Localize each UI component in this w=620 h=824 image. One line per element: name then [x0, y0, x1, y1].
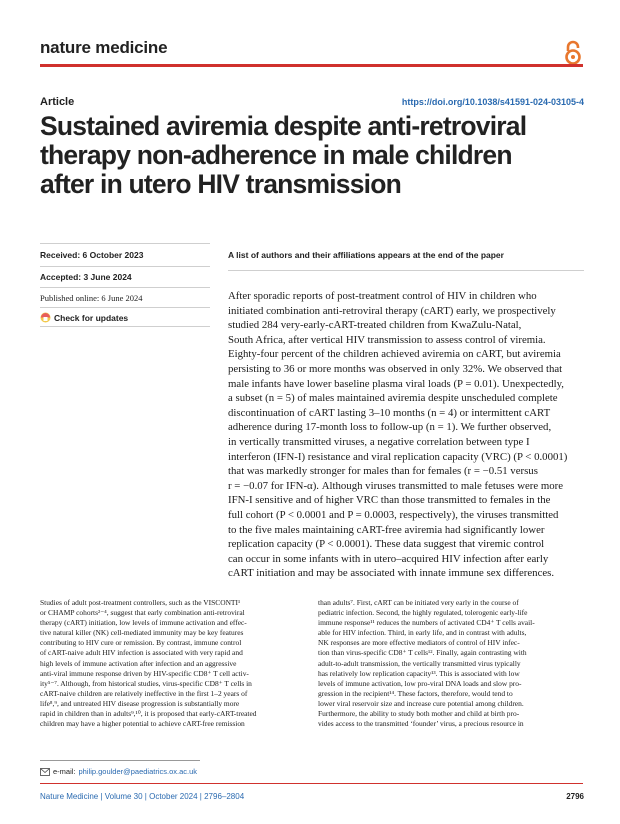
- abstract-line: Eighty-four percent of the children achieved aviremia on cART, but aviremia: [228, 348, 561, 361]
- abstract-line: a subset (n = 5) of males maintained aviremia despite unscheduled complete: [228, 392, 558, 405]
- body-line: has relatively low replication capacity¹³. This is associated with low: [318, 668, 520, 678]
- body-line: tion than virus-specific CD8⁺ T cells¹². Finally, again contrasting with: [318, 648, 527, 658]
- body-column-right: [318, 598, 588, 729]
- body-line: immune response¹¹ reduces the numbers of activated CD4⁺ T cells avail-: [318, 618, 535, 628]
- abstract-line: IFN-I sensitive and of higher VRC than those transmitted to females in the: [228, 494, 551, 507]
- abstract-line: replication capacity (P < 0.0001). These data suggest that viremic control: [228, 538, 545, 551]
- email-link[interactable]: philip.goulder@paediatrics.ox.ac.uk: [78, 767, 198, 776]
- meta-divider: [40, 243, 210, 244]
- abstract-line: discontinuation of cART lasting 3–10 months (n = 4) or intermittent cART: [228, 406, 551, 419]
- page-number: 2796: [566, 792, 584, 801]
- body-line: life⁸,⁹, and untreated HIV disease progression is substantially more: [40, 698, 240, 708]
- abstract-line: studied 284 very-early-cART-treated children from KwaZulu-Natal,: [228, 319, 522, 332]
- abstract-line: After sporadic reports of post-treatment control of HIV in children who: [228, 290, 537, 302]
- body-line: lower viral reservoir size and increase cure potential among children.: [318, 698, 524, 708]
- abstract-line: cART initiation and may be associated with innate immune sex differences.: [228, 567, 555, 580]
- abstract-line: adherence during 17-month loss to follow-up (n = 1). We further observed,: [228, 421, 552, 434]
- body-line: Studies of adult post-treatment controllers, such as the VISCONTI¹: [40, 598, 241, 607]
- body-line: NK responses are more effective mediators of control of HIV infec-: [318, 638, 520, 648]
- body-line: cART-naive children are relatively ineffective in the first 1–2 years of: [40, 688, 248, 698]
- body-line: ity⁵⁻⁷. Although, from historical studies, virus-specific CD8⁺ T cells in: [40, 678, 252, 688]
- footer-rule: [40, 783, 583, 784]
- email-footnote: [40, 767, 197, 776]
- abstract-line: to the five males maintaining cART-free aviremia had significantly lower: [228, 523, 545, 536]
- check-for-updates-button[interactable]: [40, 312, 128, 323]
- received-date: Received: 6 October 2023: [40, 250, 144, 260]
- body-line: or CHAMP cohorts²⁻⁴, suggest that early combination anti-retroviral: [40, 608, 245, 618]
- abstract-line: South Africa, after vertical HIV transmission to assess control of viremia.: [228, 333, 546, 346]
- body-column-left: [40, 598, 310, 729]
- body-line: vides access to the transmitted ‘founder’ virus, a precious resource in: [318, 719, 524, 729]
- published-date: Published online: 6 June 2024: [40, 293, 143, 303]
- body-line: high levels of immune activation after infection and an aggressive: [40, 658, 237, 668]
- body-line: levels of immune activation, low pro-viral DNA loads and slow pro-: [318, 678, 522, 688]
- abstract-line: interferon (IFN-I) resistance and viral replication capacity (VRC) (P < 0.0001): [228, 450, 568, 463]
- body-line: able for HIV infection. Third, in early life, and in contrast with adults,: [318, 628, 527, 638]
- abstract-line: initiated combination anti-retroviral therapy (cART) early, we prospectively: [228, 304, 556, 317]
- check-updates-label: Check for updates: [54, 312, 129, 323]
- abstract-line: r = −0.07 for IFN-α). Although viruses transmitted to male fetuses were more: [228, 479, 564, 492]
- article-type-label: Article: [40, 96, 75, 108]
- header-rule: [40, 64, 583, 67]
- body-line: children may have a higher potential to achieve cART-free remission: [40, 719, 245, 729]
- body-line: than adults⁷. First, cART can be initiated very early in the course of: [318, 598, 519, 607]
- abstract-line: in vertically transmitted viruses, a negative correlation between type I: [228, 435, 530, 448]
- accepted-date: Accepted: 3 June 2024: [40, 272, 132, 282]
- abstract-line: can occur in some infants with in utero–acquired HIV infection after early: [228, 552, 549, 565]
- footer-citation: Nature Medicine | Volume 30 | October 2024 | 2796–2804: [40, 792, 245, 801]
- body-line: rapid in children than in adults⁹,¹⁰, it is proposed that early-cART-treated: [40, 709, 257, 719]
- body-line: gression in the recipient¹⁴. These factors, therefore, would tend to: [318, 688, 513, 698]
- title-line: after in utero HIV transmission: [40, 169, 402, 199]
- footnote-rule: [40, 760, 200, 761]
- abstract-divider: [228, 270, 584, 271]
- title-line: therapy non-adherence in male children: [40, 140, 512, 170]
- meta-divider: [40, 326, 210, 327]
- title-line: Sustained aviremia despite anti-retroviral: [40, 111, 527, 141]
- meta-divider: [40, 307, 210, 308]
- body-line: pediatric infection. Second, the highly regulated, tolerogenic early-life: [318, 608, 528, 618]
- body-line: anti-viral immune response driven by HIV-specific CD8⁺ T cell activ-: [40, 668, 249, 678]
- abstract-line: that was markedly stronger for males than for females (r = −0.51 versus: [228, 465, 538, 478]
- abstract: [228, 289, 584, 581]
- abstract-line: full cohort (P < 0.0001 and P = 0.0003, respectively), the viruses transmitted: [228, 508, 559, 521]
- doi-link[interactable]: https://doi.org/10.1038/s41591-024-03105-4: [401, 97, 584, 107]
- open-access-icon: [563, 40, 583, 66]
- body-line: tive natural killer (NK) cell-mediated immunity may be key features: [40, 628, 244, 638]
- body-line: Furthermore, the ability to study both mother and child at birth pro-: [318, 709, 520, 719]
- body-line: contributing to HIV cure or remission. By contrast, immune control: [40, 638, 242, 648]
- body-line: of cART-naive adult HIV infection is associated with very rapid and: [40, 648, 243, 658]
- body-line: therapy (cART) initiation, low levels of immune activation and effec-: [40, 618, 247, 628]
- article-title: [40, 112, 590, 199]
- authors-note: A list of authors and their affiliations appears at the end of the paper: [228, 250, 504, 260]
- abstract-line: male infants have lower baseline plasma viral loads (P = 0.01). Unexpectedly,: [228, 377, 564, 390]
- body-line: adult-to-adult transmission, the vertically transmitted virus typically: [318, 658, 521, 668]
- check-updates-icon: [40, 312, 51, 323]
- envelope-icon: [40, 768, 50, 776]
- email-label: e-mail:: [53, 767, 76, 776]
- meta-divider: [40, 287, 210, 288]
- journal-name: nature medicine: [40, 38, 168, 57]
- abstract-line: persisting to 36 or more months was observed in only 32%. We observed that: [228, 362, 563, 375]
- meta-divider: [40, 266, 210, 267]
